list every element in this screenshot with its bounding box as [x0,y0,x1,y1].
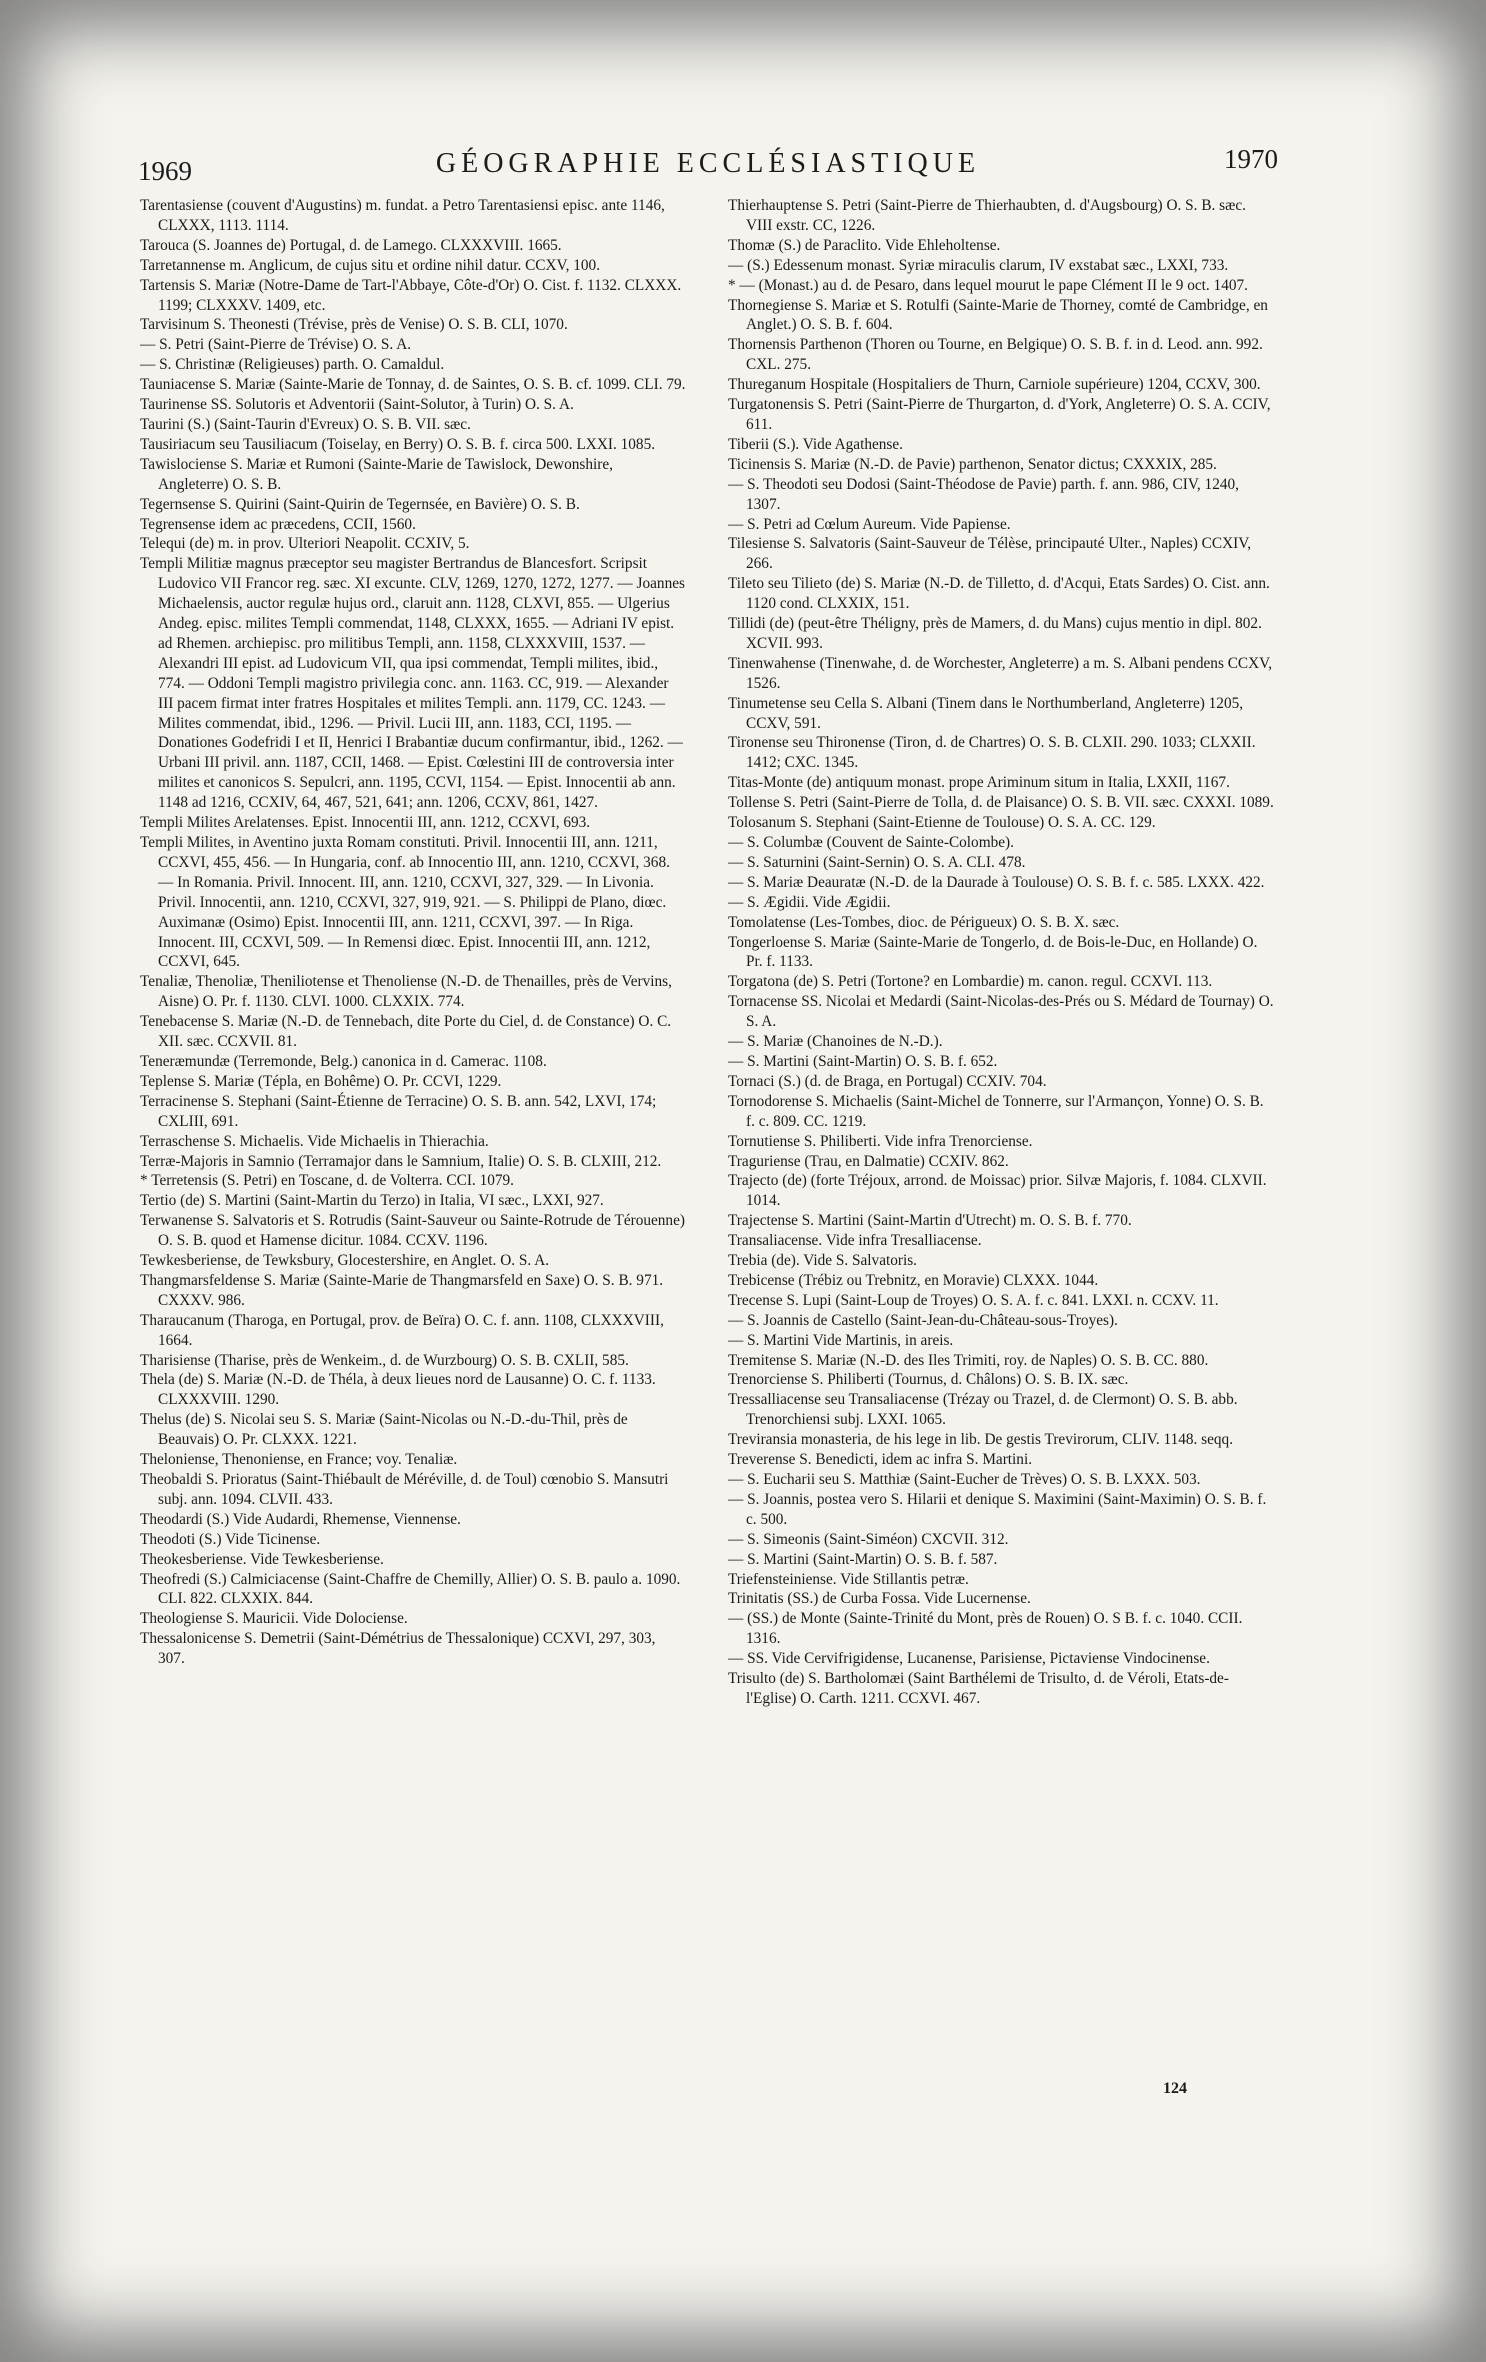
index-entry: Taurini (S.) (Saint-Taurin d'Evreux) O. S. B. VII. sæc. [140,415,471,433]
index-entry: * — (Monast.) au d. de Pesaro, dans lequel mourut le pape Clément II le 9 oct. 1407. [728,276,1248,294]
index-entry: Templi Militiæ magnus præceptor seu magister Bertrandus de Blancesfort. Scripsit Ludovico VII Francor reg. sæc. XI excunte. CLV, 1269, 1270, 1272, 1277. — Joannes Michaelensis, auctor regulæ hujus ord., claruit ann. 1128, CLXVI, 855. — Ulgerius Andeg. episc. milites Templi commendat, 1148, CLXXX, 1655. — Adriani IV epist. ad Rhemen. archiepisc. pro militibus Templi, ann. 1158, CLXXXVIII, 1537. — Alexandri III epist. ad Ludovicum VII, qua ipsi commendat, Templi milites, ibid., 774. — Oddoni Templi magistro privilegia conc. ann. 1163. CC, 919. — Alexander III pacem firmat inter fratres Hospitales et milites Templi. ann. 1179, CC. 1243. — Milites commendat, ibid., 1296. — Privil. Lucii III, ann. 1183, CCI, 1195. — Donationes Godefridi I et II, Henrici I Brabantiæ ducum confirmantur, ibid., 1262. — Urbani III privil. ann. 1187, CCII, 1468. — Epist. Cœlestini III de controversia inter milites et canonicos S. Sepulcri, ann. 1195, CCVI, 1154. — Epist. Innocentii ab ann. 1148 ad 1216, CCXIV, 64, 467, 521, 641; ann. 1206, CCXV, 861, 1427. [140,555,685,812]
index-entry: Tharisiense (Tharise, près de Wenkeim., d. de Wurzbourg) O. S. B. CXLII, 585. [140,1351,629,1369]
index-entry: Tegrensense idem ac præcedens, CCII, 1560. [140,515,416,533]
index-entry: Tewkesberiense, de Tewksbury, Glocestershire, en Anglet. O. S. A. [140,1252,550,1270]
index-entry: Theokesberiense. Vide Tewkesberiense. [140,1550,384,1568]
index-entry: Trenorciense S. Philiberti (Tournus, d. Châlons) O. S. B. IX. sæc. [728,1371,1129,1389]
index-entry: — S. Saturnini (Saint-Sernin) O. S. A. CLI. 478. [728,853,1026,871]
index-entry: Theologiense S. Mauricii. Vide Dolociense. [140,1610,408,1628]
index-entry: — S. Martini Vide Martinis, in areis. [728,1331,954,1349]
index-entry: Thureganum Hospitale (Hospitaliers de Thurn, Carniole supérieure) 1204, CCXV, 300. [728,376,1261,394]
index-entry: Theobaldi S. Prioratus (Saint-Thiébault de Méréville, d. de Toul) cœnobio S. Mansutri subj. ann. 1094. CLVII. 433. [140,1471,669,1508]
index-entry: — S. Theodoti seu Dodosi (Saint-Théodose de Pavie) parth. f. ann. 986, CIV, 1240, 1307. [728,475,1239,513]
index-entry: Tressalliacense seu Transaliacense (Trézay ou Trazel, d. de Clermont) O. S. B. abb. Trenorchiensi subj. LXXI. 1065. [728,1391,1238,1429]
index-entry: Thomæ (S.) de Paraclito. Vide Ehleholtense. [728,236,1001,254]
index-entry: — S. Martini (Saint-Martin) O. S. B. f. 587. [728,1550,998,1568]
index-entry: Tarentasiense (couvent d'Augustins) m. fundat. a Petro Tarentasiensi episc. ante 1146, CLXXX, 1113. 1114. [140,197,665,234]
index-entry: Tollense S. Petri (Saint-Pierre de Tolla, d. de Plaisance) O. S. B. VII. sæc. CXXXI. 1089. [728,794,1274,812]
index-entry: Thangmarsfeldense S. Mariæ (Sainte-Marie de Thangmarsfeld en Saxe) O. S. B. 971. CXXXV. 986. [140,1271,664,1309]
index-entry: Transaliacense. Vide infra Tresalliacense. [728,1232,982,1250]
index-entry: Treverense S. Benedicti, idem ac infra S. Martini. [728,1451,1033,1469]
index-entry: Trisulto (de) S. Bartholomæi (Saint Barthélemi de Trisulto, d. de Véroli, Etats-de-l'Eglise) O. Carth. 1211. CCXVI. 467. [728,1670,1229,1707]
index-entry: — S. Eucharii seu S. Matthiæ (Saint-Eucher de Trèves) O. S. B. LXXX. 503. [728,1471,1201,1488]
index-entry: Thelus (de) S. Nicolai seu S. S. Mariæ (Saint-Nicolas ou N.-D.-du-Thil, près de Beauvais) O. Pr. CLXXX. 1221. [140,1411,628,1449]
index-entry: Torgatona (de) S. Petri (Tortone? en Lombardie) m. canon. regul. CCXVI. 113. [728,973,1213,991]
page-header [138,144,1278,190]
index-entry: Treviransia monasteria, de his lege in lib. De gestis Trevirorum, CLIV. 1148. seqq. [728,1431,1234,1449]
index-entry: — S. Christinæ (Religieuses) parth. O. Camaldul. [140,356,445,374]
index-entry: Tillidi (de) (peut-être Théligny, près de Mamers, d. du Mans) cujus mentio in dipl. 802. XCVII. 993. [728,615,1262,652]
index-entry: Templi Milites, in Aventino juxta Romam constituti. Privil. Innocentii III, ann. 1211, CCXVI, 455, 456. — In Hungaria, conf. ab Innocentio III, ann. 1210, CCXVI, 368. — In Romania. Privil. Innocent. III, ann. 1210, CCXVI, 327, 329. — In Livonia. Privil. Innocentii, ann. 1210, CCXVI, 327, 919, 921. — S. Philippi de Plano, diœc. Auximanæ (Osimo) Epist. Innocentii III, ann. 1211, CCXVI, 397. — In Riga. Innocent. III, CCXVI, 509. — In Remensi diœc. Epist. Innocentii III, ann. 1212, CCXVI, 645. [140,834,670,971]
index-entry: — S. Martini (Saint-Martin) O. S. B. f. 652. [728,1052,998,1070]
index-entry: * Terretensis (S. Petri) en Toscane, d. de Volterra. CCI. 1079. [140,1172,514,1190]
index-entry: Tinenwahense (Tinenwahe, d. de Worchester, Angleterre) a m. S. Albani pendens CCXV, 1526. [728,654,1273,692]
index-entry: Thornegiense S. Mariæ et S. Rotulfi (Sainte-Marie de Thorney, comté de Cambridge, en Anglet.) O. S. B. f. 604. [728,296,1268,334]
index-entry: Theodoti (S.) Vide Ticinense. [140,1530,321,1548]
index-entry: Teneræmundæ (Terremonde, Belg.) canonica in d. Camerac. 1108. [140,1052,547,1070]
index-entry: Tenaliæ, Thenoliæ, Theniliotense et Thenoliense (N.-D. de Thenailles, près de Vervins, Aisne) O. Pr. f. 1130. CLVI. 1000. CLXXIX. 774. [140,973,672,1011]
index-entry: Thela (de) S. Mariæ (N.-D. de Théla, à deux lieues nord de Lausanne) O. C. f. 1133. CLXXXVIII. 1290. [140,1371,656,1409]
index-entry: Thornensis Parthenon (Thoren ou Tourne, en Belgique) O. S. B. f. in d. Leod. ann. 992. CXL. 275. [728,336,1263,374]
index-entry: — S. Mariæ Deauratæ (N.-D. de la Daurade à Toulouse) O. S. B. f. c. 585. LXXX. 422. [728,873,1265,891]
index-entry: — S. Joannis de Castello (Saint-Jean-du-Château-sous-Troyes). [728,1311,1118,1329]
index-entry: Terwanense S. Salvatoris et S. Rotrudis (Saint-Sauveur ou Sainte-Rotrude de Térouenne) O. S. B. quod et Hamense dicitur. 1084. CCXV. 1196. [140,1212,685,1250]
index-entry: Ticinensis S. Mariæ (N.-D. de Pavie) parthenon, Senator dictus; CXXXIX, 285. [728,455,1217,473]
index-entry: Terracinense S. Stephani (Saint-Étienne de Terracine) O. S. B. ann. 542, LXVI, 174; CXLIII, 691. [140,1092,657,1130]
index-entry: Trecense S. Lupi (Saint-Loup de Troyes) O. S. A. f. c. 841. LXXI. n. CCXV. 11. [728,1291,1219,1309]
index-entry: Tolosanum S. Stephani (Saint-Etienne de Toulouse) O. S. A. CC. 129. [728,814,1156,832]
index-entry: — (S.) Edessenum monast. Syriæ miraculis clarum, IV exstabat sæc., LXXI, 733. [728,256,1229,274]
index-entry: — (SS.) de Monte (Sainte-Trinité du Mont, près de Rouen) O. S B. f. c. 1040. CCII. 1316. [728,1610,1243,1648]
index-entry: Tertio (de) S. Martini (Saint-Martin du Terzo) in Italia, VI sæc., LXXI, 927. [140,1192,604,1210]
index-entry: Tongerloense S. Mariæ (Sainte-Marie de Tongerlo, d. de Bois-le-Duc, en Hollande) O. Pr. f. 1133. [728,933,1258,971]
index-entry: Tarretannense m. Anglicum, de cujus situ et ordine nihil datur. CCXV, 100. [140,256,601,274]
index-entry: — S. Joannis, postea vero S. Hilarii et denique S. Maximini (Saint-Maximin) O. S. B. f. c. 500. [728,1490,1267,1528]
index-entry: Theloniense, Thenoniense, en France; voy. Tenaliæ. [140,1451,458,1469]
index-entry: Theofredi (S.) Calmiciacense (Saint-Chaffre de Chemilly, Allier) O. S. B. paulo a. 1090. CLI. 822. CLXXIX. 844. [140,1570,681,1608]
index-entry: Tausiriacum seu Tausiliacum (Toiselay, en Berry) O. S. B. f. circa 500. LXXI. 1085. [140,435,656,453]
index-entry: Tarouca (S. Joannes de) Portugal, d. de Lamego. CLXXXVIII. 1665. [140,236,562,254]
index-entry: — S. Columbæ (Couvent de Sainte-Colombe). [728,834,1014,851]
index-entry: Traguriense (Trau, en Dalmatie) CCXIV. 862. [728,1152,1009,1170]
index-entry: Tiberii (S.). Vide Agathense. [728,435,903,453]
index-entry: Triefensteiniense. Vide Stillantis petræ. [728,1570,969,1588]
index-entry: Tilesiense S. Salvatoris (Saint-Sauveur de Télèse, principauté Ulter., Naples) CCXIV, 266. [728,535,1252,573]
index-entry: Telequi (de) m. in prov. Ulteriori Neapolit. CCXIV, 5. [140,535,470,553]
index-entry: Trajectense S. Martini (Saint-Martin d'Utrecht) m. O. S. B. f. 770. [728,1212,1132,1230]
index-entry: Templi Milites Arelatenses. Epist. Innocentii III, ann. 1212, CCXVI, 693. [140,814,591,832]
index-entry: Tegernsense S. Quirini (Saint-Quirin de Tegernsée, en Bavière) O. S. B. [140,495,580,513]
index-entry: Tharaucanum (Tharoga, en Portugal, prov. de Beïra) O. C. f. ann. 1108, CLXXXVIII, 1664. [140,1311,664,1349]
running-title: GÉOGRAPHIE ECCLÉSIASTIQUE [435,148,981,179]
index-entry: Tironense seu Thironense (Tiron, d. de Chartres) O. S. B. CLXII. 290. 1033; CLXXII. 1412; CXC. 1345. [728,734,1256,772]
index-entry: — S. Mariæ (Chanoines de N.-D.). [728,1033,943,1051]
index-entry: Tinumetense seu Cella S. Albani (Tinem dans le Northumberland, Angleterre) 1205, CCXV, 591. [728,694,1244,732]
index-entry: Tenebacense S. Mariæ (N.-D. de Tennebach, dite Porte du Ciel, d. de Constance) O. C. XII. sæc. CCXVII. 81. [140,1013,672,1051]
page-number-right: 1970 [1224,144,1278,174]
index-entry: Tornaci (S.) (d. de Braga, en Portugal) CCXIV. 704. [728,1072,1047,1090]
page-number-left: 1969 [138,156,192,186]
index-entry: Tileto seu Tilieto (de) S. Mariæ (N.-D. de Tilletto, d. d'Acqui, Etats Sardes) O. Cist. ann. 1120 cond. CLXXIX, 151. [728,575,1270,613]
index-entry: Trebicense (Trébiz ou Trebnitz, en Moravie) CLXXX. 1044. [728,1271,1099,1289]
index-entry: — S. Ægidii. Vide Ægidii. [728,893,891,911]
index-entry: Terræ-Majoris in Samnio (Terramajor dans le Samnium, Italie) O. S. B. CLXIII, 212. [140,1152,662,1170]
index-entry: Trinitatis (SS.) de Curba Fossa. Vide Lucernense. [728,1590,1031,1608]
left-column [140,196,686,1669]
index-entry: Taurinense SS. Solutoris et Adventorii (Saint-Solutor, à Turin) O. S. A. [140,396,574,414]
index-entry: Tarvisinum S. Theonesti (Trévise, près de Venise) O. S. B. CLI, 1070. [140,316,568,334]
index-entry: Tomolatense (Les-Tombes, dioc. de Périgueux) O. S. B. X. sæc. [728,913,1120,931]
index-entry: Tawislociense S. Mariæ et Rumoni (Sainte-Marie de Tawislock, Dewonshire, Angleterre) O. S. B. [140,455,613,493]
index-entry: Tauniacense S. Mariæ (Sainte-Marie de Tonnay, d. de Saintes, O. S. B. cf. 1099. CLI. 79. [140,376,686,394]
index-entry: — SS. Vide Cervifrigidense, Lucanense, Parisiense, Pictaviense Vindocinense. [728,1650,1210,1668]
index-entry: — S. Petri (Saint-Pierre de Trévise) O. S. A. [140,336,412,354]
index-entry: Tornutiense S. Philiberti. Vide infra Trenorciense. [728,1132,1033,1150]
index-entry: Trajecto (de) (forte Tréjoux, arrond. de Moissac) prior. Silvæ Majoris, f. 1084. CLXVII. 1014. [728,1172,1267,1210]
index-entry: Tornodorense S. Michaelis (Saint-Michel de Tonnerre, sur l'Armançon, Yonne) O. S. B. f. c. 809. CC. 1219. [728,1092,1264,1130]
index-entry: Tornacense SS. Nicolai et Medardi (Saint-Nicolas-des-Prés ou S. Médard de Tournay) O. S. A. [728,993,1274,1031]
index-entry: Thierhauptense S. Petri (Saint-Pierre de Thierhaubten, d. d'Augsbourg) O. S. B. sæc. VIII exstr. CC, 1226. [728,197,1246,234]
index-entry: Terraschense S. Michaelis. Vide Michaelis in Thierachia. [140,1132,489,1150]
index-entry: Titas-Monte (de) antiquum monast. prope Ariminum situm in Italia, LXXII, 1167. [728,774,1230,792]
index-entry: Teplense S. Mariæ (Tépla, en Bohême) O. Pr. CCVI, 1229. [140,1072,502,1090]
index-entry: — S. Petri ad Cœlum Aureum. Vide Papiense. [728,515,1011,533]
index-entry: Tartensis S. Mariæ (Notre-Dame de Tart-l'Abbaye, Côte-d'Or) O. Cist. f. 1132. CLXXX. 1199; CLXXXV. 1409, etc. [140,276,682,314]
index-entry: Theodardi (S.) Vide Audardi, Rhemense, Viennense. [140,1510,461,1528]
index-entry: Tremitense S. Mariæ (N.-D. des Iles Trimiti, roy. de Naples) O. S. B. CC. 880. [728,1351,1209,1369]
index-entry: Trebia (de). Vide S. Salvatoris. [728,1252,917,1270]
index-entry: — S. Simeonis (Saint-Siméon) CXCVII. 312. [728,1530,1009,1548]
index-entry: Turgatonensis S. Petri (Saint-Pierre de Thurgarton, d. d'York, Angleterre) O. S. A. CCIV, 611. [728,396,1271,433]
signature-mark: 124 [1163,2080,1187,2097]
index-entry: Thessalonicense S. Demetrii (Saint-Démétrius de Thessalonique) CCXVI, 297, 303, 307. [140,1630,656,1668]
right-column [728,196,1274,1709]
